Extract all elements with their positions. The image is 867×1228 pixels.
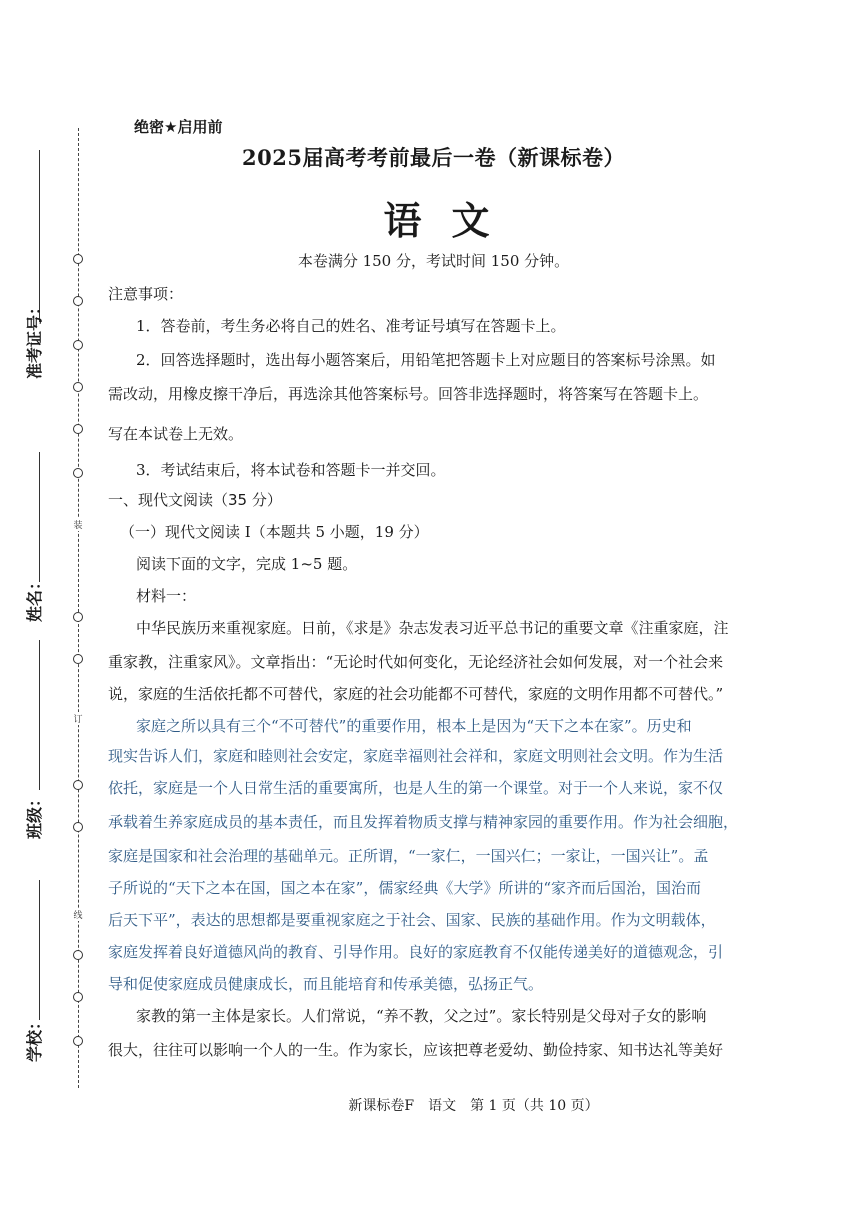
passage-line-highlighted: 家庭发挥着良好道德风尚的教育、引导作用。良好的家庭教育不仅能传递美好的道德观念，引	[108, 943, 724, 961]
note-item: 2．回答选择题时，选出每小题答案后，用铅笔把答题卡上对应题目的答案标号涂黑。如	[136, 351, 716, 369]
passage-line-highlighted: 现实告诉人们，家庭和睦则社会安定，家庭幸福则社会祥和，家庭文明则社会文明。作为生活	[108, 747, 724, 765]
binding-dashed-line	[78, 128, 79, 1088]
subject-title: 语文	[383, 198, 520, 243]
score-info: 本卷满分 150 分，考试时间 150 分钟。	[297, 252, 570, 270]
note-item: 3．考试结束后，将本试卷和答题卡一并交回。	[136, 461, 446, 479]
cut-mark-ding: 订	[70, 712, 86, 725]
cut-mark-zhuang: 装	[70, 518, 86, 531]
binding-hole	[73, 992, 83, 1002]
passage-line: 中华民族历来重视家庭。日前，《求是》杂志发表习近平总书记的重要文章《注重家庭，注	[136, 619, 729, 637]
passage-line-highlighted: 家庭之所以具有三个“不可替代”的重要作用，根本上是因为“天下之本在家”。历史和	[136, 717, 692, 735]
binding-hole	[73, 340, 83, 350]
passage-line-highlighted: 承载着生养家庭成员的基本责任，而且发挥着物质支撑与精神家园的重要作用。作为社会细胞，	[108, 813, 739, 831]
passage-line-highlighted: 家庭是国家和社会治理的基础单元。正所谓，“一家仁，一国兴仁；一家让，一国兴让”。孟	[108, 847, 709, 865]
binding-hole	[73, 950, 83, 960]
name-label: 姓名：	[25, 573, 44, 622]
passage-line-highlighted: 子所说的“天下之本在国，国之本在家”，儒家经典《大学》所讲的“家齐而后国治，国治而	[108, 879, 702, 897]
note-item: 1．答卷前，考生务必将自己的姓名、准考证号填写在答题卡上。	[136, 317, 566, 335]
reading-instruction: 阅读下面的文字，完成 1~5 题。	[136, 555, 358, 573]
passage-line-highlighted: 依托，家庭是一个人日常生活的重要寓所，也是人生的第一个课堂。对于一个人来说，家不仅	[108, 779, 724, 797]
exam-id-label: 准考证号：	[25, 298, 44, 379]
name-writing-line[interactable]	[39, 452, 40, 582]
passage-line-highlighted: 导和促使家庭成员健康成长，而且能培育和传承美德，弘扬正气。	[108, 975, 544, 993]
binding-hole	[73, 424, 83, 434]
class-writing-line[interactable]	[39, 640, 40, 790]
confidential-label: 绝密★启用前	[134, 118, 223, 136]
passage-line-highlighted: 后天下平”，表达的思想都是要重视家庭之于社会、国家、民族的基础作用。作为文明载体，	[108, 911, 716, 929]
binding-hole	[73, 468, 83, 478]
binding-hole	[73, 780, 83, 790]
class-label: 班级：	[25, 790, 44, 839]
passage-line: 家教的第一主体是家长。人们常说，“养不教，父之过”。家长特别是父母对子女的影响	[136, 1007, 707, 1025]
binding-margin	[0, 0, 100, 1228]
passage-line: 重家教，注重家风》。文章指出：“无论时代如何变化，无论经济社会如何发展，对一个社会来	[108, 653, 724, 671]
binding-hole	[73, 612, 83, 622]
binding-hole	[73, 382, 83, 392]
binding-hole	[73, 296, 83, 306]
binding-hole	[73, 654, 83, 664]
cut-mark-xian: 线	[70, 908, 86, 921]
note-item: 写在本试卷上无效。	[108, 425, 244, 443]
section-title: 一、现代文阅读（35 分）	[108, 491, 282, 509]
school-label: 学校：	[25, 1013, 44, 1062]
note-item: 需改动，用橡皮擦干净后，再选涂其他答案标号。回答非选择题时，将答案写在答题卡上。	[108, 385, 709, 403]
page-footer: 新课标卷F 语文 第 1 页（共 10 页）	[348, 1098, 599, 1114]
material-label: 材料一：	[136, 587, 197, 605]
notes-title: 注意事项：	[108, 285, 184, 303]
exam-title: 2025届高考考前最后一卷（新课标卷）	[242, 145, 625, 170]
binding-hole	[73, 822, 83, 832]
subsection-title: （一）现代文阅读 I（本题共 5 小题，19 分）	[120, 523, 429, 541]
binding-hole	[73, 1036, 83, 1046]
passage-line: 很大，往往可以影响一个人的一生。作为家长，应该把尊老爱幼、勤俭持家、知书达礼等美好	[108, 1041, 724, 1059]
passage-line: 说，家庭的生活依托都不可替代，家庭的社会功能都不可替代，家庭的文明作用都不可替代。”	[108, 685, 724, 703]
school-writing-line[interactable]	[39, 880, 40, 1020]
